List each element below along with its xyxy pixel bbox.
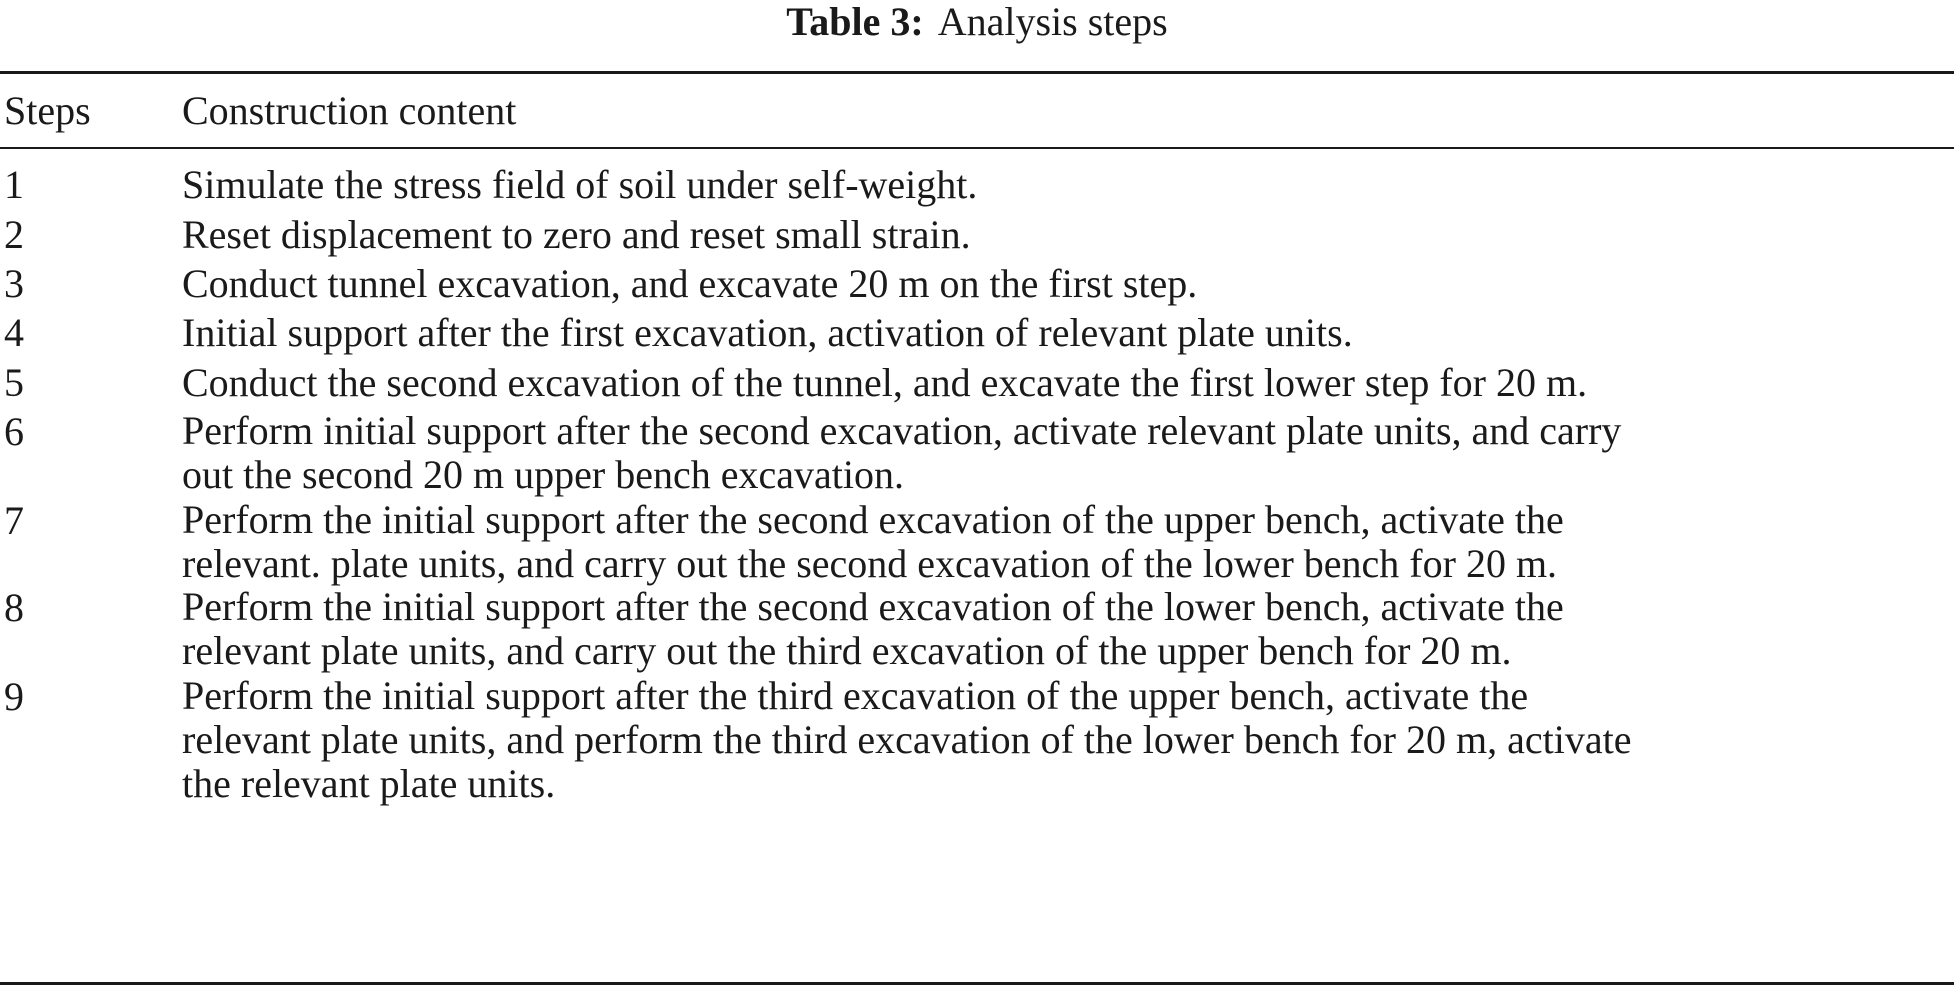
step-number: 2 [4, 212, 24, 257]
step-number: 8 [4, 585, 24, 630]
content-line: relevant plate units, and carry out the third excavation of the upper bench for 20 m. [182, 628, 1512, 673]
construction-content [182, 577, 1952, 673]
content-line: Reset displacement to zero and reset small strain. [182, 212, 971, 257]
content-line: Conduct tunnel excavation, and excavate 20 m on the first step. [182, 261, 1198, 306]
table-bottom-rule [0, 982, 1954, 985]
construction-content [182, 401, 1952, 497]
step-number: 9 [4, 674, 24, 719]
table-title: Analysis steps [937, 0, 1168, 44]
step-number: 3 [4, 261, 24, 306]
construction-content [182, 666, 1952, 806]
content-line: out the second 20 m upper bench excavation. [182, 452, 904, 497]
content-line: the relevant plate units. [182, 761, 556, 806]
table-header-rule [0, 147, 1954, 149]
step-number: 5 [4, 360, 24, 405]
step-number: 7 [4, 498, 24, 543]
content-line: Perform initial support after the second excavation, activate relevant plate units, and carry [182, 408, 1622, 453]
step-number: 1 [4, 162, 24, 207]
step-number: 6 [4, 409, 24, 454]
content-line: Perform the initial support after the third excavation of the upper bench, activate the [182, 673, 1529, 718]
table-top-rule [0, 71, 1954, 74]
header-steps: Steps [4, 88, 91, 133]
table-label: Table 3: [786, 0, 924, 44]
header-construction-content: Construction content [182, 88, 517, 133]
content-line: Perform the initial support after the second excavation of the upper bench, activate the [182, 497, 1564, 542]
content-line: Conduct the second excavation of the tunnel, and excavate the first lower step for 20 m. [182, 360, 1588, 405]
content-line: relevant plate units, and perform the third excavation of the lower bench for 20 m, activate [182, 717, 1632, 762]
construction-content [182, 490, 1952, 586]
content-line: Perform the initial support after the second excavation of the lower bench, activate the [182, 584, 1564, 629]
content-line: relevant. plate units, and carry out the second excavation of the lower bench for 20 m. [182, 541, 1558, 586]
step-number: 4 [4, 310, 24, 355]
content-line: Initial support after the first excavation, activation of relevant plate units. [182, 310, 1353, 355]
content-line: Simulate the stress field of soil under self-weight. [182, 162, 978, 207]
table-caption [0, 0, 1954, 44]
